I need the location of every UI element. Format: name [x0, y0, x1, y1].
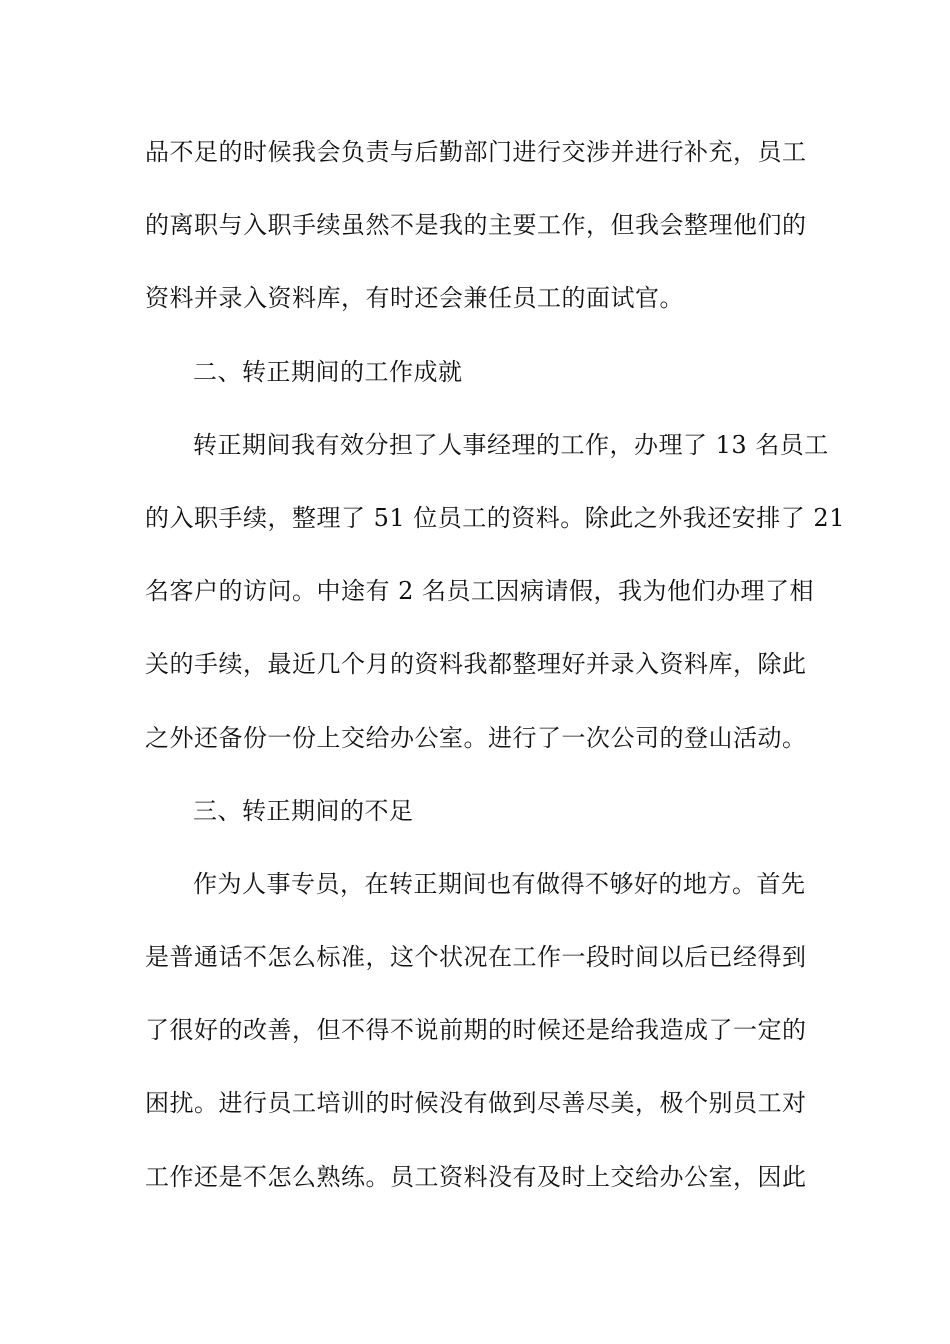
body-line: 品不足的时候我会负责与后勤部门进行交涉并进行补充，员工: [145, 138, 807, 166]
body-line: 工作还是不怎么熟练。员工资料没有及时上交给办公室，因此: [145, 1162, 807, 1191]
body-line: 困扰。进行员工培训的时候没有做到尽善尽美，极个别员工对: [145, 1089, 807, 1118]
body-line: 了很好的改善，但不得不说前期的时候还是给我造成了一定的: [145, 1016, 807, 1045]
body-line: 之外还备份一份上交给办公室。进行了一次公司的登山活动。: [145, 723, 807, 752]
section-heading-shortcomings: 三、转正期间的不足: [193, 796, 414, 825]
body-line: 关的手续，最近几个月的资料我都整理好并录入资料库，除此: [145, 650, 807, 679]
body-line: 名客户的访问。中途有 2 名员工因病请假，我为他们办理了相: [145, 577, 815, 606]
paragraph-first-line: 转正期间我有效分担了人事经理的工作，办理了 13 名员工: [193, 430, 829, 459]
document-body: [145, 126, 845, 1224]
paragraph-first-line: 作为人事专员，在转正期间也有做得不够好的地方。首先: [193, 869, 806, 898]
body-line: 的入职手续，整理了 51 位员工的资料。除此之外我还安排了 21: [145, 503, 845, 532]
body-line: 资料并录入资料库，有时还会兼任员工的面试官。: [145, 284, 684, 313]
body-line: 是普通话不怎么标准，这个状况在工作一段时间以后已经得到: [145, 943, 807, 972]
section-heading-achievements: 二、转正期间的工作成就: [193, 357, 463, 386]
body-line: 的离职与入职手续虽然不是我的主要工作，但我会整理他们的: [145, 211, 807, 240]
